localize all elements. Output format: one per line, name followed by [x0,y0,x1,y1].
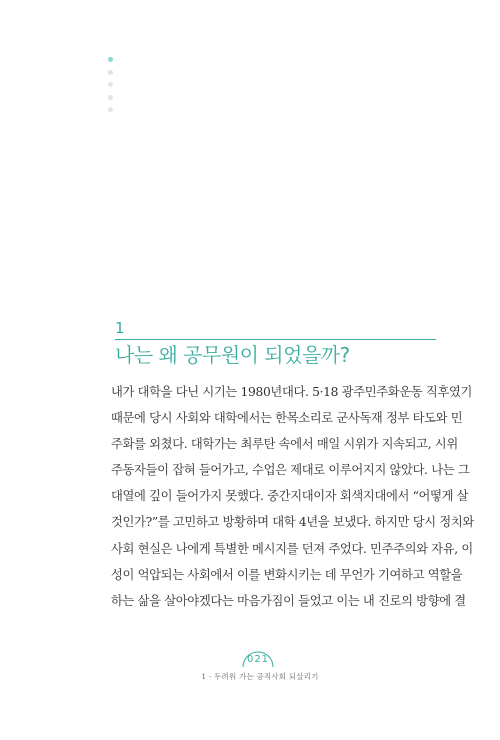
body-line: 대열에 깊이 들어가지 못했다. 중간지대이자 회색지대에서 “어떻게 살 [111,489,469,504]
chapter-dots [108,57,118,120]
running-head: 1 · 두려워 가는 공직사회 되살리기 [201,672,319,681]
chapter-dot [108,70,113,75]
chapter-dot [108,82,113,87]
body-line: 주화를 외쳤다. 대학가는 최루탄 속에서 매일 시위가 지속되고, 시위 [111,437,458,452]
chapter-dot [108,95,113,100]
body-line: 내가 대학을 다닌 시기는 1980년대다. 5·18 광주민주화운동 직후였기 [111,385,473,399]
body-line: 사회 현실은 나에게 특별한 메시지를 던져 주었다. 민주주의와 자유, 이 [111,541,473,556]
chapter-number: 1 [115,319,125,337]
page-number-block [240,650,276,668]
body-line: 때문에 당시 사회와 대학에서는 한목소리로 군사독재 정부 타도와 민 [111,411,463,426]
body-paragraph [111,379,474,614]
chapter-dot [108,107,113,112]
body-line: 하는 삶을 살아야겠다는 마음가짐이 들었고 이는 내 진로의 방향에 결 [111,593,466,608]
chapter-rule [115,339,436,340]
chapter-title: 나는 왜 공무원이 되었을까? [115,343,350,367]
page-number: 021 [246,654,270,665]
body-line: 것인가?”를 고민하고 방황하며 대학 4년을 보냈다. 하지만 당시 정치와 [111,515,474,530]
body-line: 성이 억압되는 사회에서 이를 변화시키는 데 무언가 기여하고 역할을 [111,567,463,582]
chapter-dot-active [108,57,113,62]
body-line: 주동자들이 잡혀 들어가고, 수업은 제대로 이루어지지 않았다. 나는 그 [111,463,470,478]
